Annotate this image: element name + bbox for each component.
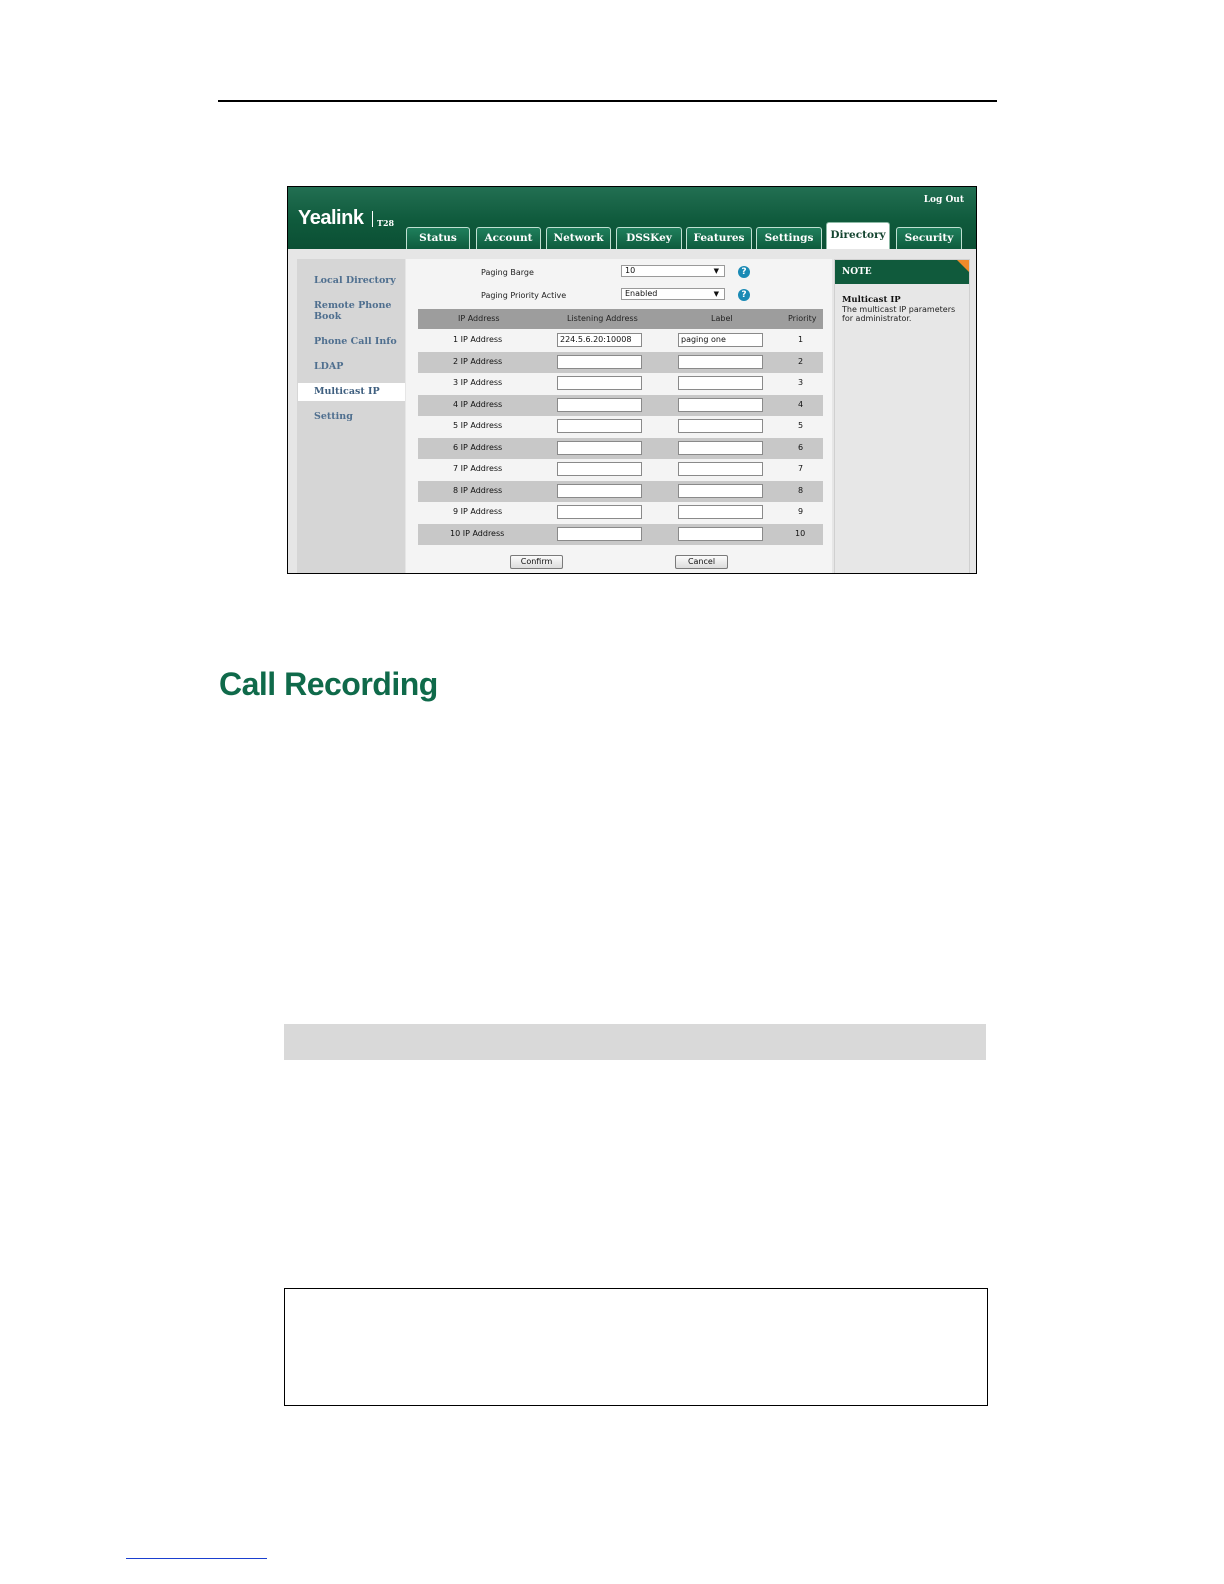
note-box <box>284 1288 988 1406</box>
table-row <box>418 459 823 480</box>
table-row <box>418 395 823 416</box>
brand-logo: Yealink <box>298 207 364 229</box>
label-input[interactable] <box>678 527 763 541</box>
paging-priority-value: Enabled <box>625 289 658 298</box>
app-header <box>288 187 976 249</box>
table-row <box>418 481 823 502</box>
ip-address-label: 9 IP Address <box>453 507 503 516</box>
help-icon[interactable]: ? <box>738 266 750 278</box>
ip-address-label: 7 IP Address <box>453 464 503 473</box>
header-rule <box>218 100 997 102</box>
table-row <box>418 502 823 523</box>
footer-link-underline[interactable] <box>126 1558 267 1559</box>
tab-dsskey[interactable]: DSSKey <box>616 227 682 249</box>
help-icon[interactable]: ? <box>738 289 750 301</box>
table-row <box>418 438 823 459</box>
priority-value: 5 <box>798 421 804 430</box>
table-row <box>418 416 823 437</box>
table-row <box>418 373 823 394</box>
label-input[interactable] <box>678 376 763 390</box>
sidebar-item-phone-call-info[interactable]: Phone Call Info <box>314 336 397 347</box>
cancel-button[interactable]: Cancel <box>675 555 728 569</box>
paging-priority-label: Paging Priority Active <box>481 291 567 300</box>
listening-address-input[interactable] <box>557 462 642 476</box>
column-header-ip: IP Address <box>458 314 500 323</box>
priority-value: 6 <box>798 442 804 452</box>
label-input[interactable] <box>678 462 763 476</box>
priority-value: 1 <box>798 335 804 344</box>
confirm-button[interactable]: Confirm <box>510 555 563 569</box>
paging-barge-select[interactable] <box>621 265 725 277</box>
ip-address-label: 4 IP Address <box>453 399 503 409</box>
note-header: NOTE <box>835 260 969 284</box>
label-input[interactable] <box>678 484 763 498</box>
priority-value: 7 <box>798 464 804 473</box>
label-input[interactable]: paging one <box>678 333 763 347</box>
column-header-listening: Listening Address <box>567 314 638 323</box>
listening-address-input[interactable] <box>557 441 642 455</box>
column-header-priority: Priority <box>788 314 817 323</box>
tab-network[interactable]: Network <box>546 227 611 249</box>
ip-address-label: 8 IP Address <box>453 485 503 495</box>
label-input[interactable] <box>678 355 763 369</box>
ip-address-label: 5 IP Address <box>453 421 503 430</box>
chevron-down-icon: ▼ <box>713 290 719 298</box>
priority-value: 9 <box>798 507 804 516</box>
column-header-label: Label <box>711 314 733 323</box>
ip-address-label: 2 IP Address <box>453 356 503 366</box>
sidebar-item-multicast-ip[interactable]: Multicast IP <box>314 386 380 397</box>
listening-address-input[interactable] <box>557 484 642 498</box>
sidebar-item-remote-phone-book[interactable]: Remote Phone Book <box>314 300 392 322</box>
table-header <box>418 309 823 329</box>
listening-address-input[interactable] <box>557 376 642 390</box>
tab-account[interactable]: Account <box>476 227 541 249</box>
priority-value: 2 <box>798 356 804 366</box>
table-row <box>418 524 823 545</box>
priority-value: 3 <box>798 378 804 387</box>
priority-value: 8 <box>798 485 804 495</box>
label-input[interactable] <box>678 441 763 455</box>
paging-barge-value: 10 <box>625 266 636 275</box>
sidebar-item-ldap[interactable]: LDAP <box>314 361 344 372</box>
paging-barge-label: Paging Barge <box>481 268 534 277</box>
label-input[interactable] <box>678 505 763 519</box>
listening-address-input[interactable] <box>557 419 642 433</box>
priority-value: 10 <box>795 528 806 538</box>
ip-address-label: 6 IP Address <box>453 442 503 452</box>
ip-address-label: 10 IP Address <box>450 528 505 538</box>
listening-address-input[interactable]: 224.5.6.20:10008 <box>557 333 642 347</box>
sidebar-item-setting[interactable]: Setting <box>314 411 353 422</box>
table-row <box>418 330 823 351</box>
chevron-down-icon: ▼ <box>713 267 719 275</box>
label-input[interactable] <box>678 398 763 412</box>
ip-address-label: 3 IP Address <box>453 378 503 387</box>
sidebar-item-local-directory[interactable]: Local Directory <box>314 275 396 286</box>
label-input[interactable] <box>678 419 763 433</box>
logo-separator <box>372 211 373 227</box>
model-label: T28 <box>377 218 395 228</box>
tab-features[interactable]: Features <box>686 227 752 249</box>
listening-address-input[interactable] <box>557 505 642 519</box>
tab-security[interactable]: Security <box>896 227 962 249</box>
web-ui-screenshot <box>287 186 977 574</box>
listening-address-input[interactable] <box>557 355 642 369</box>
table-header-bar <box>284 1024 986 1060</box>
tab-status[interactable]: Status <box>406 227 470 249</box>
priority-value: 4 <box>798 399 804 409</box>
logout-link[interactable]: Log Out <box>923 195 964 205</box>
listening-address-input[interactable] <box>557 398 642 412</box>
note-title: Multicast IP <box>842 295 901 305</box>
tab-settings[interactable]: Settings <box>756 227 822 249</box>
table-row <box>418 352 823 373</box>
note-panel <box>834 259 970 574</box>
paging-priority-select[interactable] <box>621 288 725 300</box>
ip-address-label: 1 IP Address <box>453 335 503 344</box>
section-heading: Call Recording <box>219 666 438 702</box>
listening-address-input[interactable] <box>557 527 642 541</box>
note-corner-icon <box>957 260 969 272</box>
tab-directory[interactable]: Directory <box>826 222 890 249</box>
note-text: The multicast IP parameters for administrator. <box>842 305 956 323</box>
